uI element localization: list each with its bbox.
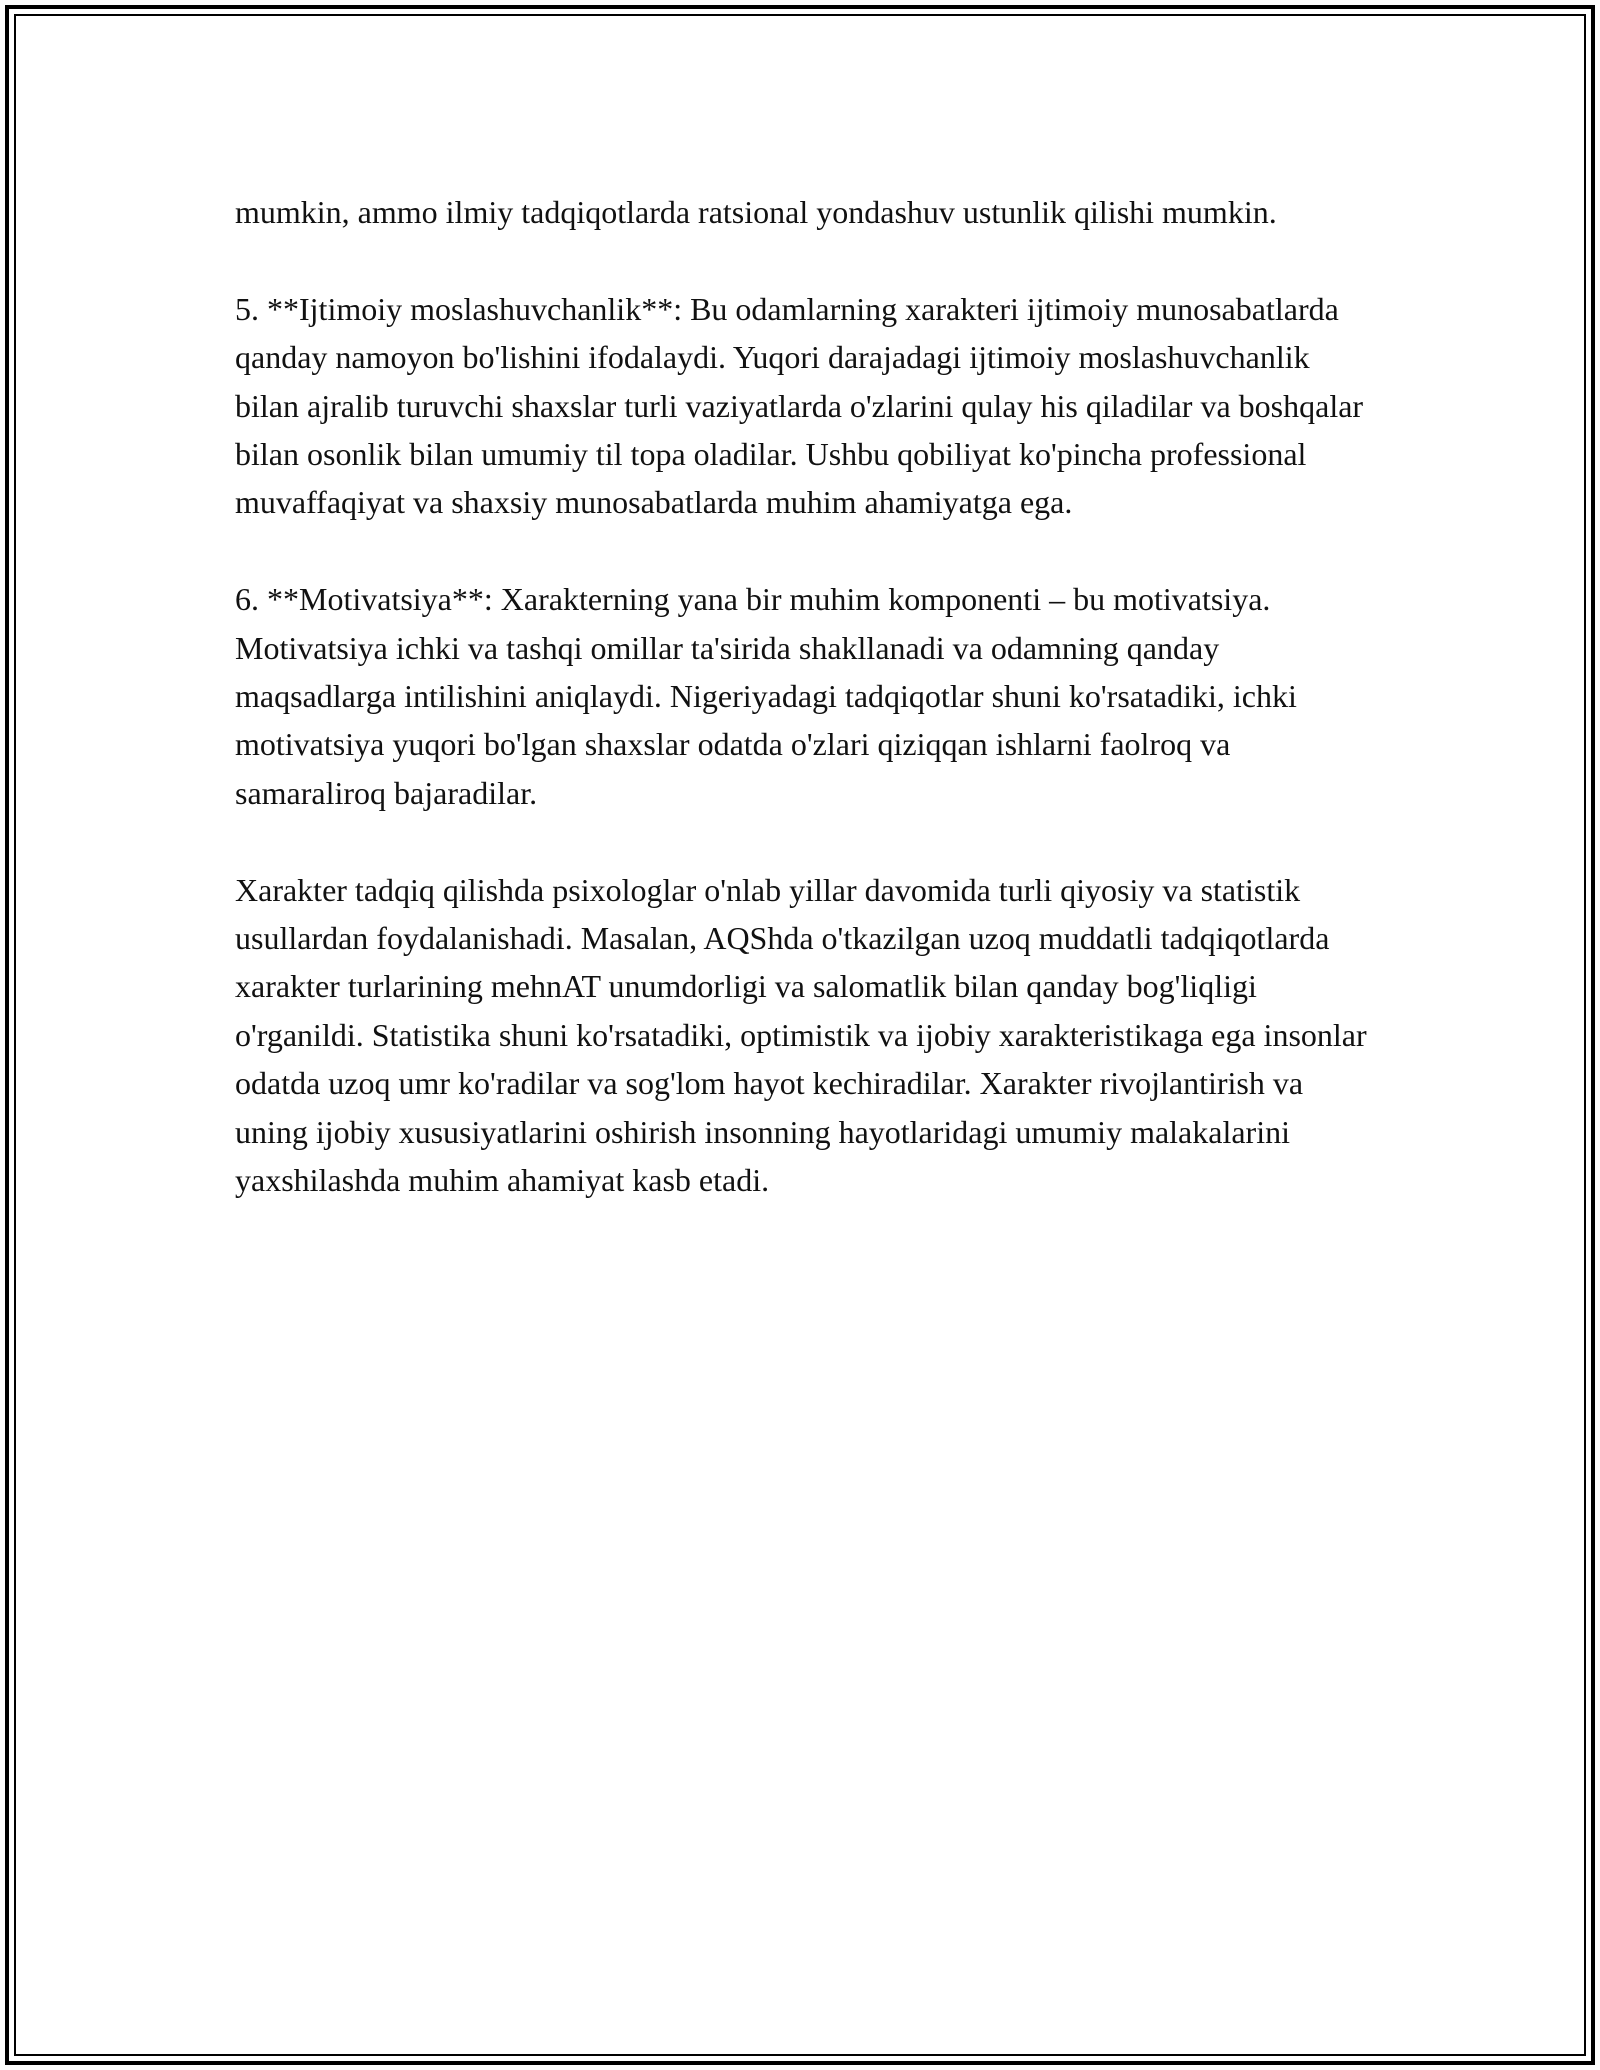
paragraph-character-research: Xarakter tadqiq qilishda psixologlar o'nlab yillar davomida turli qiyosiy va statistik usullardan foydalanishadi. Masalan, AQShda o'tkazilgan uzoq muddatli tadqiqotlarda xarakter turlarining mehnAT unumdorligi va salomatlik bilan qanday bog'liqligi o'rganildi. Statistika shuni ko'rsatadiki, optimistik va ijobiy xarakteristikaga ega insonlar odatda uzoq umr ko'radilar va sog'lom hayot kechiradilar. Xarakter rivojlantirish va uning ijobiy xususiyatlarini oshirish insonning hayotlaridagi umumiy malakalarini yaxshilashda muhim ahamiyat kasb etadi. [235, 871, 1367, 1199]
document-body [235, 188, 1375, 1204]
paragraph-social-adaptability: 5. **Ijtimoiy moslashuvchanlik**: Bu odamlarning xarakteri ijtimoiy munosabatlarda qanday namoyon bo'lishini ifodalaydi. Yuqori darajadagi ijtimoiy moslashuvchanlik bilan ajralib turuvchi shaxslar turli vaziyatlarda o'zlarini qulay his qiladilar va boshqalar bilan osonlik bilan umumiy til topa oladilar. Ushbu qobiliyat ko'pincha professional muvaffaqiyat va shaxsiy munosabatlarda muhim ahamiyatga ega. [235, 290, 1364, 521]
paragraph-continuation: mumkin, ammo ilmiy tadqiqotlarda ratsional yondashuv ustunlik qilishi mumkin. [235, 194, 1277, 230]
paragraph-motivation: 6. **Motivatsiya**: Xarakterning yana bir muhim komponenti – bu motivatsiya. Motivatsiya ichki va tashqi omillar ta'sirida shakllanadi va odamning qanday maqsadlarga intilishini aniqlaydi. Nigeriyadagi tadqiqotlar shuni ko'rsatadiki, ichki motivatsiya yuqori bo'lgan shaxslar odatda o'zlari qiziqqan ishlarni faolroq va samaraliroq bajaradilar. [235, 581, 1297, 811]
